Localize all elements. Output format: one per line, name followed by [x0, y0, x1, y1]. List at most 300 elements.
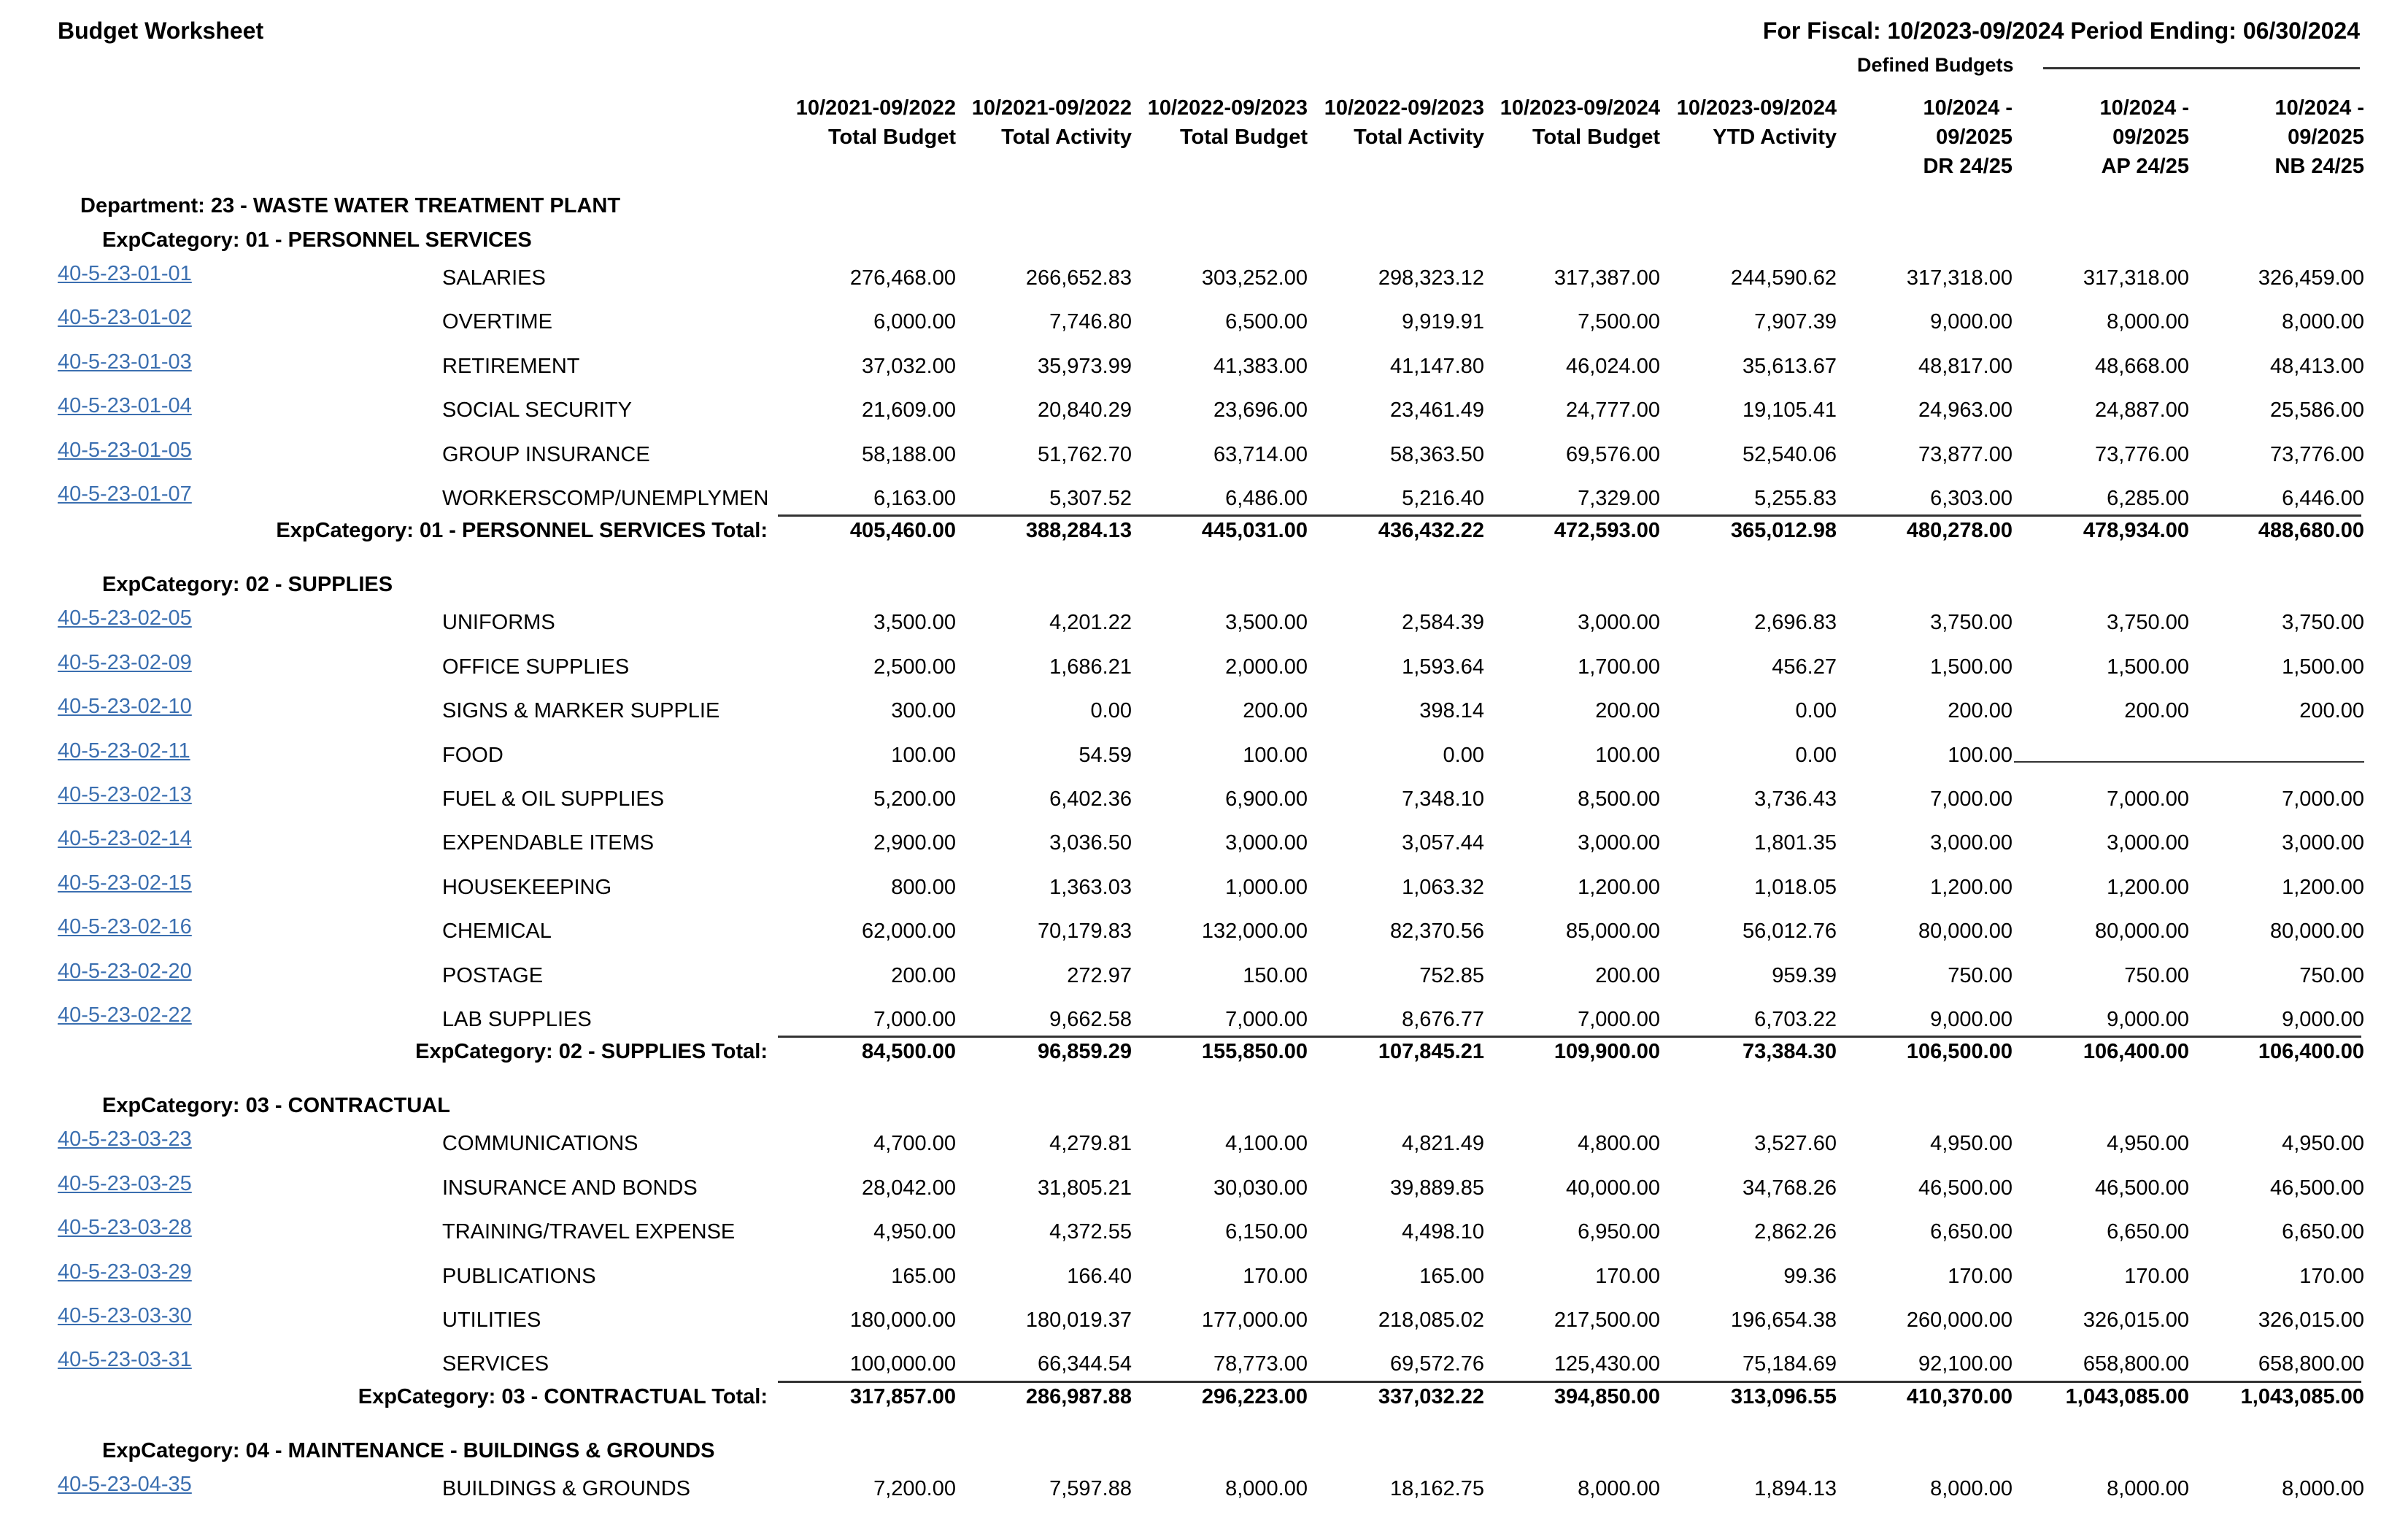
amount-cell: 23,696.00 [1213, 398, 1308, 423]
amount-cell: 4,950.00 [2282, 1132, 2364, 1156]
budget-line-row [0, 915, 2408, 957]
amount-cell: 244,590.62 [1730, 266, 1837, 290]
amount-cell: 300.00 [891, 699, 956, 723]
budget-line-row [0, 959, 2408, 1002]
account-link[interactable]: 40-5-23-03-25 [58, 1171, 192, 1195]
account-link[interactable]: 40-5-23-03-31 [58, 1348, 192, 1372]
line-description: COMMUNICATIONS [442, 1132, 638, 1156]
amount-cell: 0.00 [1795, 743, 1837, 767]
amount-cell: 19,105.41 [1742, 398, 1837, 423]
amount-cell: 1,801.35 [1754, 831, 1837, 855]
amount-cell: 4,201.22 [1049, 611, 1132, 635]
amount-cell: 3,000.00 [1225, 831, 1308, 855]
amount-cell: 80,000.00 [1918, 920, 2013, 944]
amount-cell: 266,652.83 [1025, 266, 1132, 290]
amount-cell: 66,344.54 [1037, 1352, 1132, 1376]
total-amount: 337,032.22 [1378, 1384, 1484, 1408]
amount-cell: 6,486.00 [1225, 487, 1308, 510]
column-header-line: YTD Activity [1713, 126, 1837, 149]
amount-cell: 92,100.00 [1918, 1352, 2013, 1376]
amount-cell: 62,000.00 [861, 920, 956, 944]
amount-cell: 5,216.40 [1402, 487, 1484, 510]
amount-cell: 25,586.00 [2269, 398, 2364, 423]
amount-cell: 3,000.00 [1578, 831, 1660, 855]
amount-cell: 4,279.81 [1049, 1132, 1132, 1156]
amount-cell: 1,200.00 [1578, 875, 1660, 899]
amount-cell: 326,459.00 [2258, 266, 2364, 290]
column-header-line: Total Activity [1354, 126, 1484, 149]
column-header [1662, 93, 1837, 152]
amount-cell: 8,000.00 [2282, 310, 2364, 334]
column-header [1485, 93, 1660, 152]
amount-cell: 6,650.00 [1930, 1220, 2013, 1244]
defined-budgets-rule [2043, 67, 2360, 69]
budget-line-row [0, 262, 2408, 304]
category-total-row [0, 519, 2408, 557]
amount-cell: 1,700.00 [1578, 655, 1660, 679]
budget-line-row [0, 1304, 2408, 1346]
amount-cell: 48,817.00 [1918, 354, 2013, 378]
amount-cell: 51,762.70 [1037, 442, 1132, 466]
amount-cell: 8,000.00 [1578, 1476, 1660, 1500]
amount-cell: 1,200.00 [2107, 875, 2189, 899]
column-header-line: 10/2022-09/2023 [1324, 96, 1484, 120]
amount-cell: 200.00 [1595, 699, 1660, 723]
line-description: SALARIES [442, 266, 546, 290]
account-link[interactable]: 40-5-23-02-20 [58, 959, 192, 983]
amount-cell: 398.14 [1419, 699, 1484, 723]
column-header [1132, 93, 1308, 152]
line-description: EXPENDABLE ITEMS [442, 831, 655, 855]
budget-line-row [0, 438, 2408, 481]
amount-cell: 658,800.00 [2083, 1352, 2189, 1376]
account-link[interactable]: 40-5-23-03-29 [58, 1260, 192, 1284]
amount-cell: 170.00 [2299, 1264, 2364, 1288]
amount-cell: 6,446.00 [2282, 487, 2364, 510]
amount-cell: 7,000.00 [1930, 787, 2013, 811]
amount-cell: 24,887.00 [2094, 398, 2189, 423]
budget-line-row [0, 739, 2408, 782]
amount-cell: 78,773.00 [1213, 1352, 1308, 1376]
total-amount: 488,680.00 [2258, 519, 2364, 543]
amount-cell: 7,597.88 [1049, 1476, 1132, 1500]
column-header-line: 10/2023-09/2024 [1500, 96, 1660, 120]
amount-cell: 3,500.00 [1225, 611, 1308, 635]
amount-cell: 4,498.10 [1402, 1220, 1484, 1244]
amount-cell: 48,668.00 [2094, 354, 2189, 378]
amount-cell: 0.00 [1795, 699, 1837, 723]
blank-amount [2014, 744, 2189, 763]
amount-cell: 1,018.05 [1754, 875, 1837, 899]
line-description: GROUP INSURANCE [442, 442, 650, 466]
amount-cell: 5,307.52 [1049, 487, 1132, 510]
amount-cell: 69,572.76 [1389, 1352, 1484, 1376]
account-link[interactable]: 40-5-23-03-23 [58, 1127, 192, 1152]
amount-cell: 196,654.38 [1730, 1308, 1837, 1332]
account-link[interactable]: 40-5-23-01-02 [58, 306, 192, 330]
line-description: SERVICES [442, 1352, 549, 1376]
amount-cell: 1,500.00 [1930, 655, 2013, 679]
amount-cell: 170.00 [1243, 1264, 1308, 1288]
line-description: BUILDINGS & GROUNDS [442, 1476, 690, 1500]
account-link[interactable]: 40-5-23-02-05 [58, 606, 192, 631]
amount-cell: 73,776.00 [2269, 442, 2364, 466]
account-link[interactable]: 40-5-23-02-22 [58, 1003, 192, 1027]
amount-cell: 8,000.00 [2282, 1476, 2364, 1500]
budget-line-row [0, 350, 2408, 393]
column-header-line: 10/2024 - [2274, 96, 2364, 120]
category-heading: ExpCategory: 04 - MAINTENANCE - BUILDINGS & GROUNDS [102, 1438, 715, 1462]
amount-cell: 303,252.00 [1201, 266, 1308, 290]
total-amount: 109,900.00 [1554, 1040, 1660, 1064]
amount-cell: 165.00 [1419, 1264, 1484, 1288]
report-title: Budget Worksheet [58, 18, 264, 44]
blank-amount [2189, 744, 2364, 763]
line-description: INSURANCE AND BONDS [442, 1176, 698, 1200]
amount-cell: 46,500.00 [2269, 1176, 2364, 1200]
amount-cell: 3,736.43 [1754, 787, 1837, 811]
category-total-row [0, 1385, 2408, 1423]
amount-cell: 750.00 [2299, 963, 2364, 987]
amount-cell: 132,000.00 [1201, 920, 1308, 944]
column-header [781, 93, 956, 152]
amount-cell: 20,840.29 [1037, 398, 1132, 423]
amount-cell: 18,162.75 [1389, 1476, 1484, 1500]
amount-cell: 298,323.12 [1378, 266, 1484, 290]
line-description: RETIREMENT [442, 354, 580, 378]
amount-cell: 85,000.00 [1565, 920, 1660, 944]
amount-cell: 166.40 [1067, 1264, 1132, 1288]
column-header-line: Total Budget [1532, 126, 1660, 149]
amount-cell: 3,527.60 [1754, 1132, 1837, 1156]
amount-cell: 6,000.00 [873, 310, 956, 334]
column-header [2014, 93, 2189, 181]
column-header [957, 93, 1132, 152]
account-link[interactable]: 40-5-23-01-01 [58, 262, 192, 285]
amount-cell: 23,461.49 [1389, 398, 1484, 423]
total-amount: 107,845.21 [1378, 1040, 1484, 1064]
amount-cell: 1,894.13 [1754, 1476, 1837, 1500]
amount-cell: 7,000.00 [873, 1008, 956, 1031]
amount-cell: 6,303.00 [1930, 487, 2013, 510]
amount-cell: 3,000.00 [1930, 831, 2013, 855]
amount-cell: 39,889.85 [1389, 1176, 1484, 1200]
amount-cell: 35,613.67 [1742, 354, 1837, 378]
amount-cell: 30,030.00 [1213, 1176, 1308, 1200]
amount-cell: 3,750.00 [2107, 611, 2189, 635]
amount-cell: 200.00 [2124, 699, 2189, 723]
line-description: SIGNS & MARKER SUPPLIE [442, 699, 720, 723]
amount-cell: 9,000.00 [2107, 1008, 2189, 1031]
amount-cell: 4,700.00 [873, 1132, 956, 1156]
amount-cell: 276,468.00 [849, 266, 956, 290]
amount-cell: 200.00 [1243, 699, 1308, 723]
line-description: TRAINING/TRAVEL EXPENSE [442, 1220, 736, 1244]
amount-cell: 7,907.39 [1754, 310, 1837, 334]
total-amount: 286,987.88 [1025, 1384, 1132, 1408]
amount-cell: 70,179.83 [1037, 920, 1132, 944]
amount-cell: 9,919.91 [1402, 310, 1484, 334]
amount-cell: 3,500.00 [873, 611, 956, 635]
amount-cell: 5,200.00 [873, 787, 956, 811]
total-amount: 365,012.98 [1730, 519, 1837, 543]
amount-cell: 1,593.64 [1402, 655, 1484, 679]
column-header-line: Total Budget [1179, 126, 1308, 149]
amount-cell: 6,285.00 [2107, 487, 2189, 510]
line-description: OFFICE SUPPLIES [442, 655, 630, 679]
budget-line-row [0, 1216, 2408, 1258]
budget-line-row [0, 871, 2408, 914]
budget-line-row [0, 606, 2408, 649]
amount-cell: 3,750.00 [2282, 611, 2364, 635]
amount-cell: 100.00 [1595, 743, 1660, 767]
amount-cell: 3,000.00 [1578, 611, 1660, 635]
budget-line-row [0, 783, 2408, 825]
total-amount: 296,223.00 [1201, 1384, 1308, 1408]
total-amount: 480,278.00 [1906, 519, 2013, 543]
amount-cell: 3,000.00 [2107, 831, 2189, 855]
column-header [1837, 93, 2013, 181]
amount-cell: 272.97 [1067, 963, 1132, 987]
amount-cell: 800.00 [891, 875, 956, 899]
column-header-line: 10/2023-09/2024 [1676, 96, 1837, 120]
line-description: UTILITIES [442, 1308, 541, 1332]
amount-cell: 959.39 [1772, 963, 1837, 987]
amount-cell: 2,000.00 [1225, 655, 1308, 679]
amount-cell: 317,318.00 [1906, 266, 2013, 290]
account-link[interactable]: 40-5-23-03-28 [58, 1216, 192, 1240]
budget-line-row [0, 1127, 2408, 1170]
account-link[interactable]: 40-5-23-01-05 [58, 438, 192, 462]
total-amount: 472,593.00 [1554, 519, 1660, 543]
amount-cell: 317,387.00 [1554, 266, 1660, 290]
account-link[interactable]: 40-5-23-02-13 [58, 783, 192, 806]
amount-cell: 100.00 [891, 743, 956, 767]
amount-cell: 3,750.00 [1930, 611, 2013, 635]
column-header-line: 10/2024 - [1923, 96, 2013, 120]
total-amount: 73,384.30 [1742, 1040, 1837, 1064]
account-link[interactable]: 40-5-23-02-10 [58, 695, 192, 719]
amount-cell: 1,000.00 [1225, 875, 1308, 899]
amount-cell: 2,900.00 [873, 831, 956, 855]
amount-cell: 1,500.00 [2107, 655, 2189, 679]
total-amount: 106,400.00 [2258, 1040, 2364, 1064]
amount-cell: 326,015.00 [2083, 1308, 2189, 1332]
amount-cell: 165.00 [891, 1264, 956, 1288]
amount-cell: 750.00 [1948, 963, 2013, 987]
account-link[interactable]: 40-5-23-02-15 [58, 871, 192, 895]
amount-cell: 7,000.00 [1578, 1008, 1660, 1031]
amount-cell: 28,042.00 [861, 1176, 956, 1200]
amount-cell: 7,746.80 [1049, 310, 1132, 334]
amount-cell: 4,950.00 [2107, 1132, 2189, 1156]
total-amount: 1,043,085.00 [2240, 1384, 2364, 1408]
amount-cell: 35,973.99 [1037, 354, 1132, 378]
account-link[interactable]: 40-5-23-01-03 [58, 350, 192, 374]
column-header-line: 10/2024 - [2099, 96, 2189, 120]
column-header-line: NB 24/25 [2274, 155, 2364, 178]
total-amount: 478,934.00 [2083, 519, 2189, 543]
amount-cell: 37,032.00 [861, 354, 956, 378]
amount-cell: 750.00 [2124, 963, 2189, 987]
amount-cell: 99.36 [1783, 1264, 1837, 1288]
budget-line-row [0, 650, 2408, 693]
amount-cell: 80,000.00 [2094, 920, 2189, 944]
amount-cell: 46,500.00 [2094, 1176, 2189, 1200]
amount-cell: 6,900.00 [1225, 787, 1308, 811]
defined-budgets-label: Defined Budgets [1857, 54, 2014, 76]
amount-cell: 218,085.02 [1378, 1308, 1484, 1332]
amount-cell: 3,000.00 [2282, 831, 2364, 855]
account-link[interactable]: 40-5-23-03-30 [58, 1304, 192, 1327]
amount-cell: 6,150.00 [1225, 1220, 1308, 1244]
amount-cell: 1,200.00 [2282, 875, 2364, 899]
account-link[interactable]: 40-5-23-02-11 [58, 739, 190, 763]
category-total-label: ExpCategory: 02 - SUPPLIES Total: [415, 1040, 768, 1064]
budget-line-row [0, 695, 2408, 737]
amount-cell: 6,163.00 [873, 487, 956, 510]
amount-cell: 180,019.37 [1025, 1308, 1132, 1332]
amount-cell: 6,500.00 [1225, 310, 1308, 334]
amount-cell: 34,768.26 [1742, 1176, 1837, 1200]
amount-cell: 9,000.00 [2282, 1008, 2364, 1031]
total-rule [778, 1036, 2361, 1038]
amount-cell: 100,000.00 [849, 1352, 956, 1376]
column-header [2189, 93, 2364, 181]
column-header-line: 10/2021-09/2022 [795, 96, 956, 120]
amount-cell: 1,200.00 [1930, 875, 2013, 899]
amount-cell: 4,372.55 [1049, 1220, 1132, 1244]
budget-line-row [0, 827, 2408, 869]
amount-cell: 6,703.22 [1754, 1008, 1837, 1031]
total-amount: 155,850.00 [1201, 1040, 1308, 1064]
column-header-line: Total Activity [1001, 126, 1132, 149]
column-header-line: 09/2025 [2288, 126, 2364, 149]
total-rule [778, 1381, 2361, 1383]
amount-cell: 7,348.10 [1402, 787, 1484, 811]
amount-cell: 3,036.50 [1049, 831, 1132, 855]
amount-cell: 1,500.00 [2282, 655, 2364, 679]
amount-cell: 46,500.00 [1918, 1176, 2013, 1200]
amount-cell: 2,500.00 [873, 655, 956, 679]
total-amount: 84,500.00 [861, 1040, 956, 1064]
amount-cell: 54.59 [1078, 743, 1132, 767]
column-header-line: 09/2025 [2112, 126, 2189, 149]
amount-cell: 40,000.00 [1565, 1176, 1660, 1200]
amount-cell: 8,000.00 [1225, 1476, 1308, 1500]
line-description: SOCIAL SECURITY [442, 398, 632, 423]
amount-cell: 48,413.00 [2269, 354, 2364, 378]
amount-cell: 75,184.69 [1742, 1352, 1837, 1376]
account-link[interactable]: 40-5-23-04-35 [58, 1472, 192, 1496]
category-total-label: ExpCategory: 03 - CONTRACTUAL Total: [358, 1384, 768, 1408]
amount-cell: 58,188.00 [861, 442, 956, 466]
total-amount: 394,850.00 [1554, 1384, 1660, 1408]
account-link[interactable]: 40-5-23-02-14 [58, 827, 192, 851]
budget-line-row [0, 1472, 2408, 1515]
amount-cell: 82,370.56 [1389, 920, 1484, 944]
amount-cell: 58,363.50 [1389, 442, 1484, 466]
amount-cell: 7,000.00 [2107, 787, 2189, 811]
amount-cell: 1,363.03 [1049, 875, 1132, 899]
amount-cell: 0.00 [1090, 699, 1132, 723]
amount-cell: 180,000.00 [849, 1308, 956, 1332]
amount-cell: 4,100.00 [1225, 1132, 1308, 1156]
line-description: OVERTIME [442, 310, 552, 334]
total-amount: 405,460.00 [849, 519, 956, 543]
amount-cell: 100.00 [1243, 743, 1308, 767]
amount-cell: 0.00 [1443, 743, 1484, 767]
amount-cell: 4,821.49 [1402, 1132, 1484, 1156]
column-header-line: DR 24/25 [1923, 155, 2013, 178]
amount-cell: 8,500.00 [1578, 787, 1660, 811]
amount-cell: 150.00 [1243, 963, 1308, 987]
amount-cell: 200.00 [891, 963, 956, 987]
amount-cell: 7,000.00 [1225, 1008, 1308, 1031]
line-description: FOOD [442, 743, 503, 767]
line-description: FUEL & OIL SUPPLIES [442, 787, 665, 811]
amount-cell: 752.85 [1419, 963, 1484, 987]
fiscal-period: For Fiscal: 10/2023-09/2024 Period Ending: 06/30/2024 [1762, 18, 2360, 44]
amount-cell: 7,329.00 [1578, 487, 1660, 510]
amount-cell: 1,063.32 [1402, 875, 1484, 899]
amount-cell: 21,609.00 [861, 398, 956, 423]
amount-cell: 456.27 [1772, 655, 1837, 679]
account-link[interactable]: 40-5-23-02-16 [58, 915, 192, 939]
amount-cell: 6,950.00 [1578, 1220, 1660, 1244]
amount-cell: 7,000.00 [2282, 787, 2364, 811]
account-link[interactable]: 40-5-23-02-09 [58, 650, 192, 674]
total-amount: 106,500.00 [1906, 1040, 2013, 1064]
line-description: LAB SUPPLIES [442, 1008, 592, 1031]
amount-cell: 31,805.21 [1037, 1176, 1132, 1200]
amount-cell: 200.00 [2299, 699, 2364, 723]
amount-cell: 5,255.83 [1754, 487, 1837, 510]
account-link[interactable]: 40-5-23-01-04 [58, 394, 192, 418]
amount-cell: 8,000.00 [2107, 310, 2189, 334]
budget-line-row [0, 1260, 2408, 1303]
amount-cell: 6,650.00 [2282, 1220, 2364, 1244]
amount-cell: 170.00 [2124, 1264, 2189, 1288]
amount-cell: 8,676.77 [1402, 1008, 1484, 1031]
amount-cell: 2,862.26 [1754, 1220, 1837, 1244]
amount-cell: 9,000.00 [1930, 310, 2013, 334]
total-amount: 96,859.29 [1037, 1040, 1132, 1064]
amount-cell: 73,877.00 [1918, 442, 2013, 466]
budget-line-row [0, 306, 2408, 348]
category-total-label: ExpCategory: 01 - PERSONNEL SERVICES Total: [276, 519, 768, 543]
category-heading: ExpCategory: 02 - SUPPLIES [102, 573, 393, 597]
column-header-line: Total Budget [827, 126, 956, 149]
line-description: PUBLICATIONS [442, 1264, 596, 1288]
line-description: HOUSEKEEPING [442, 875, 612, 899]
category-heading: ExpCategory: 03 - CONTRACTUAL [102, 1094, 450, 1118]
account-link[interactable]: 40-5-23-01-07 [58, 482, 192, 506]
total-amount: 1,043,085.00 [2065, 1384, 2189, 1408]
amount-cell: 217,500.00 [1554, 1308, 1660, 1332]
amount-cell: 4,950.00 [1930, 1132, 2013, 1156]
amount-cell: 6,402.36 [1049, 787, 1132, 811]
category-heading: ExpCategory: 01 - PERSONNEL SERVICES [102, 228, 532, 252]
amount-cell: 24,963.00 [1918, 398, 2013, 423]
department-heading: Department: 23 - WASTE WATER TREATMENT PLANT [80, 194, 621, 217]
amount-cell: 125,430.00 [1554, 1352, 1660, 1376]
amount-cell: 63,714.00 [1213, 442, 1308, 466]
amount-cell: 6,650.00 [2107, 1220, 2189, 1244]
amount-cell: 658,800.00 [2258, 1352, 2364, 1376]
total-amount: 106,400.00 [2083, 1040, 2189, 1064]
amount-cell: 2,584.39 [1402, 611, 1484, 635]
